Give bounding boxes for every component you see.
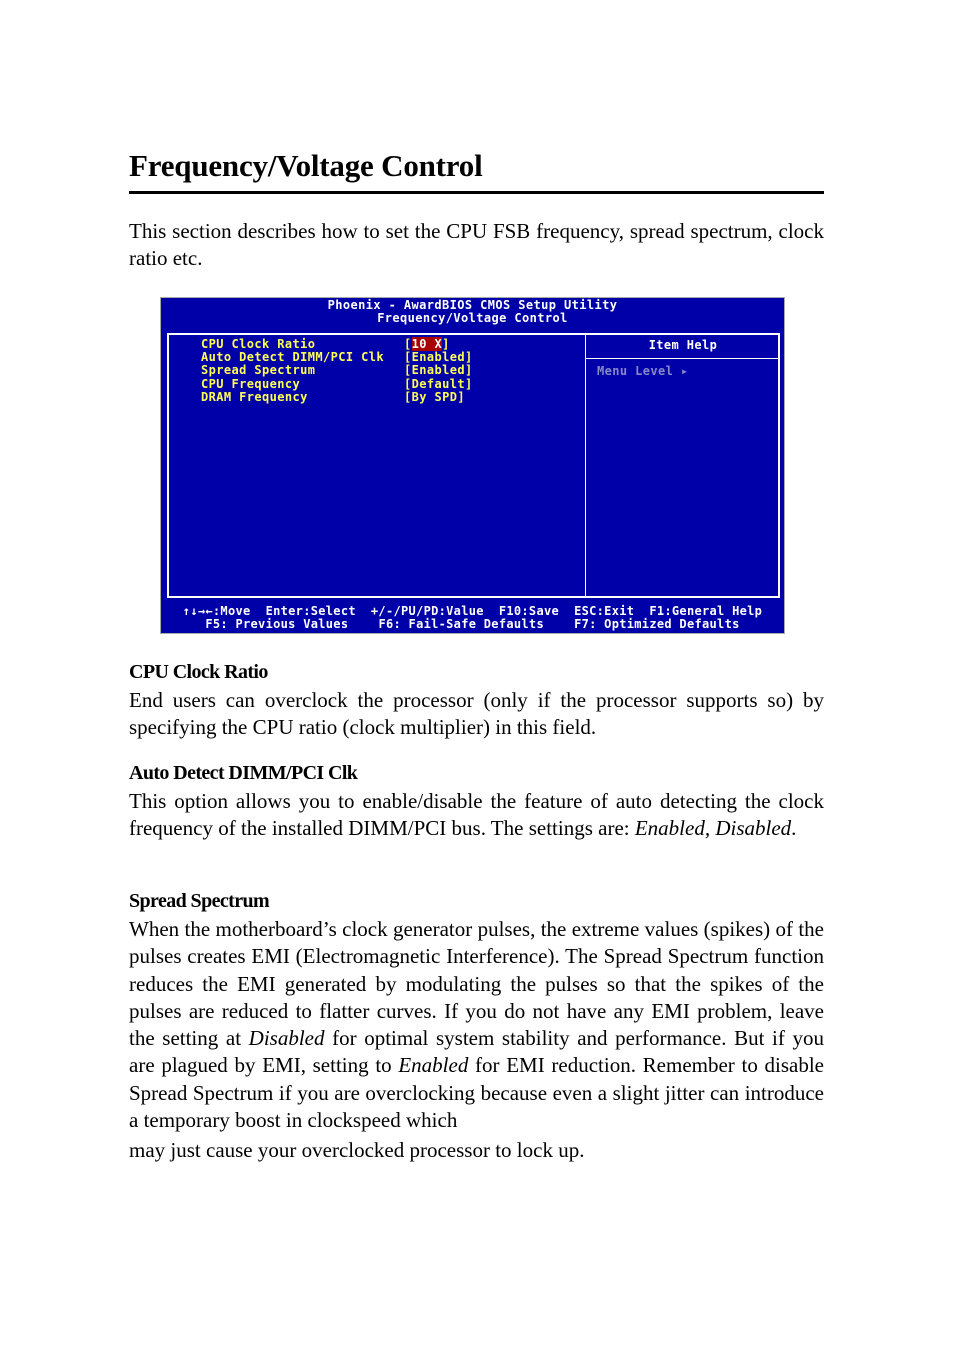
intro-paragraph: This section describes how to set the CPU FSB frequency, spread spectrum, clock ratio etc. <box>129 219 824 271</box>
title-underline <box>129 191 824 194</box>
bios-setting-value[interactable]: [By SPD] <box>404 390 465 404</box>
bios-setting-label: CPU Frequency <box>201 377 301 391</box>
bios-setting-value[interactable]: [Default] <box>404 377 473 391</box>
bios-setting-spread-spectrum[interactable] <box>201 364 581 377</box>
bios-footer-defaults: F5: Previous Values F6: Fail-Safe Defaults F7: Optimized Defaults <box>205 617 740 631</box>
bios-screenshot <box>160 297 785 634</box>
page-title: Frequency/Voltage Control <box>129 148 483 183</box>
emphasis-disabled: Disabled <box>248 1026 325 1051</box>
bios-utility-title: Phoenix - AwardBIOS CMOS Setup Utility <box>327 298 618 312</box>
emphasis-enabled: Enabled <box>398 1053 469 1078</box>
bios-setting-label: Auto Detect DIMM/PCI Clk <box>201 350 384 364</box>
bios-item-help-title: Item Help <box>648 338 718 352</box>
bios-setting-label: Spread Spectrum <box>201 363 316 377</box>
bios-setting-value[interactable]: [Enabled] <box>404 363 473 377</box>
bios-setting-value[interactable]: [10 X] <box>404 337 450 351</box>
bios-setting-dram-frequency[interactable] <box>201 391 581 404</box>
bios-selected-value[interactable]: 10 X <box>411 337 443 351</box>
bios-footer-keys: ↑↓→←:Move Enter:Select +/-/PU/PD:Value F10:Save ESC:Exit F1:General Help <box>182 604 763 618</box>
bios-menu-level: Menu Level ▸ <box>597 364 689 378</box>
section-body-auto-detect: This option allows you to enable/disable the feature of auto detecting the clock frequency of the installed DIMM/PCI bus. The settings are: Enabled, Disabled. <box>129 789 824 841</box>
bios-panel-divider <box>585 333 586 598</box>
section-body-spread-spectrum: When the motherboard’s clock generator pulses, the extreme values (spikes) of the pulses creates EMI (Electromagnetic Interference). The Spread Spectrum function reduces the EMI generated by modulating the pulses so that the spikes of the pulses are reduced to flatter curves. If you do not have any EMI problem, leave the setting at Disabled for optimal system stability and performance. But if you are plagued by EMI, setting to Enabled for EMI reduction. Remember to disable Spread Spectrum if you are overclocking because even a slight jitter can introduce a temporary boost in clockspeed which may just cause your overclocked processor to lock up. <box>129 916 824 1165</box>
section-heading-spread-spectrum: Spread Spectrum <box>129 890 270 912</box>
section-body-last-line: may just cause your overclocked processor to lock up. <box>129 1138 585 1163</box>
section-heading-auto-detect: Auto Detect DIMM/PCI Clk <box>129 762 358 784</box>
section-body-cpu-clock-ratio: End users can overclock the processor (only if the processor supports so) by specifying the CPU ratio (clock multiplier) in this field. <box>129 688 824 740</box>
section-heading-cpu-clock-ratio: CPU Clock Ratio <box>129 661 268 683</box>
bios-menu-title: Frequency/Voltage Control <box>377 311 568 325</box>
emphasis-settings: Enabled, Disabled <box>634 816 792 841</box>
bios-setting-label: DRAM Frequency <box>201 390 308 404</box>
bios-setting-value[interactable]: [Enabled] <box>404 350 473 364</box>
bios-help-rule <box>586 358 778 359</box>
bios-setting-label: CPU Clock Ratio <box>201 337 316 351</box>
